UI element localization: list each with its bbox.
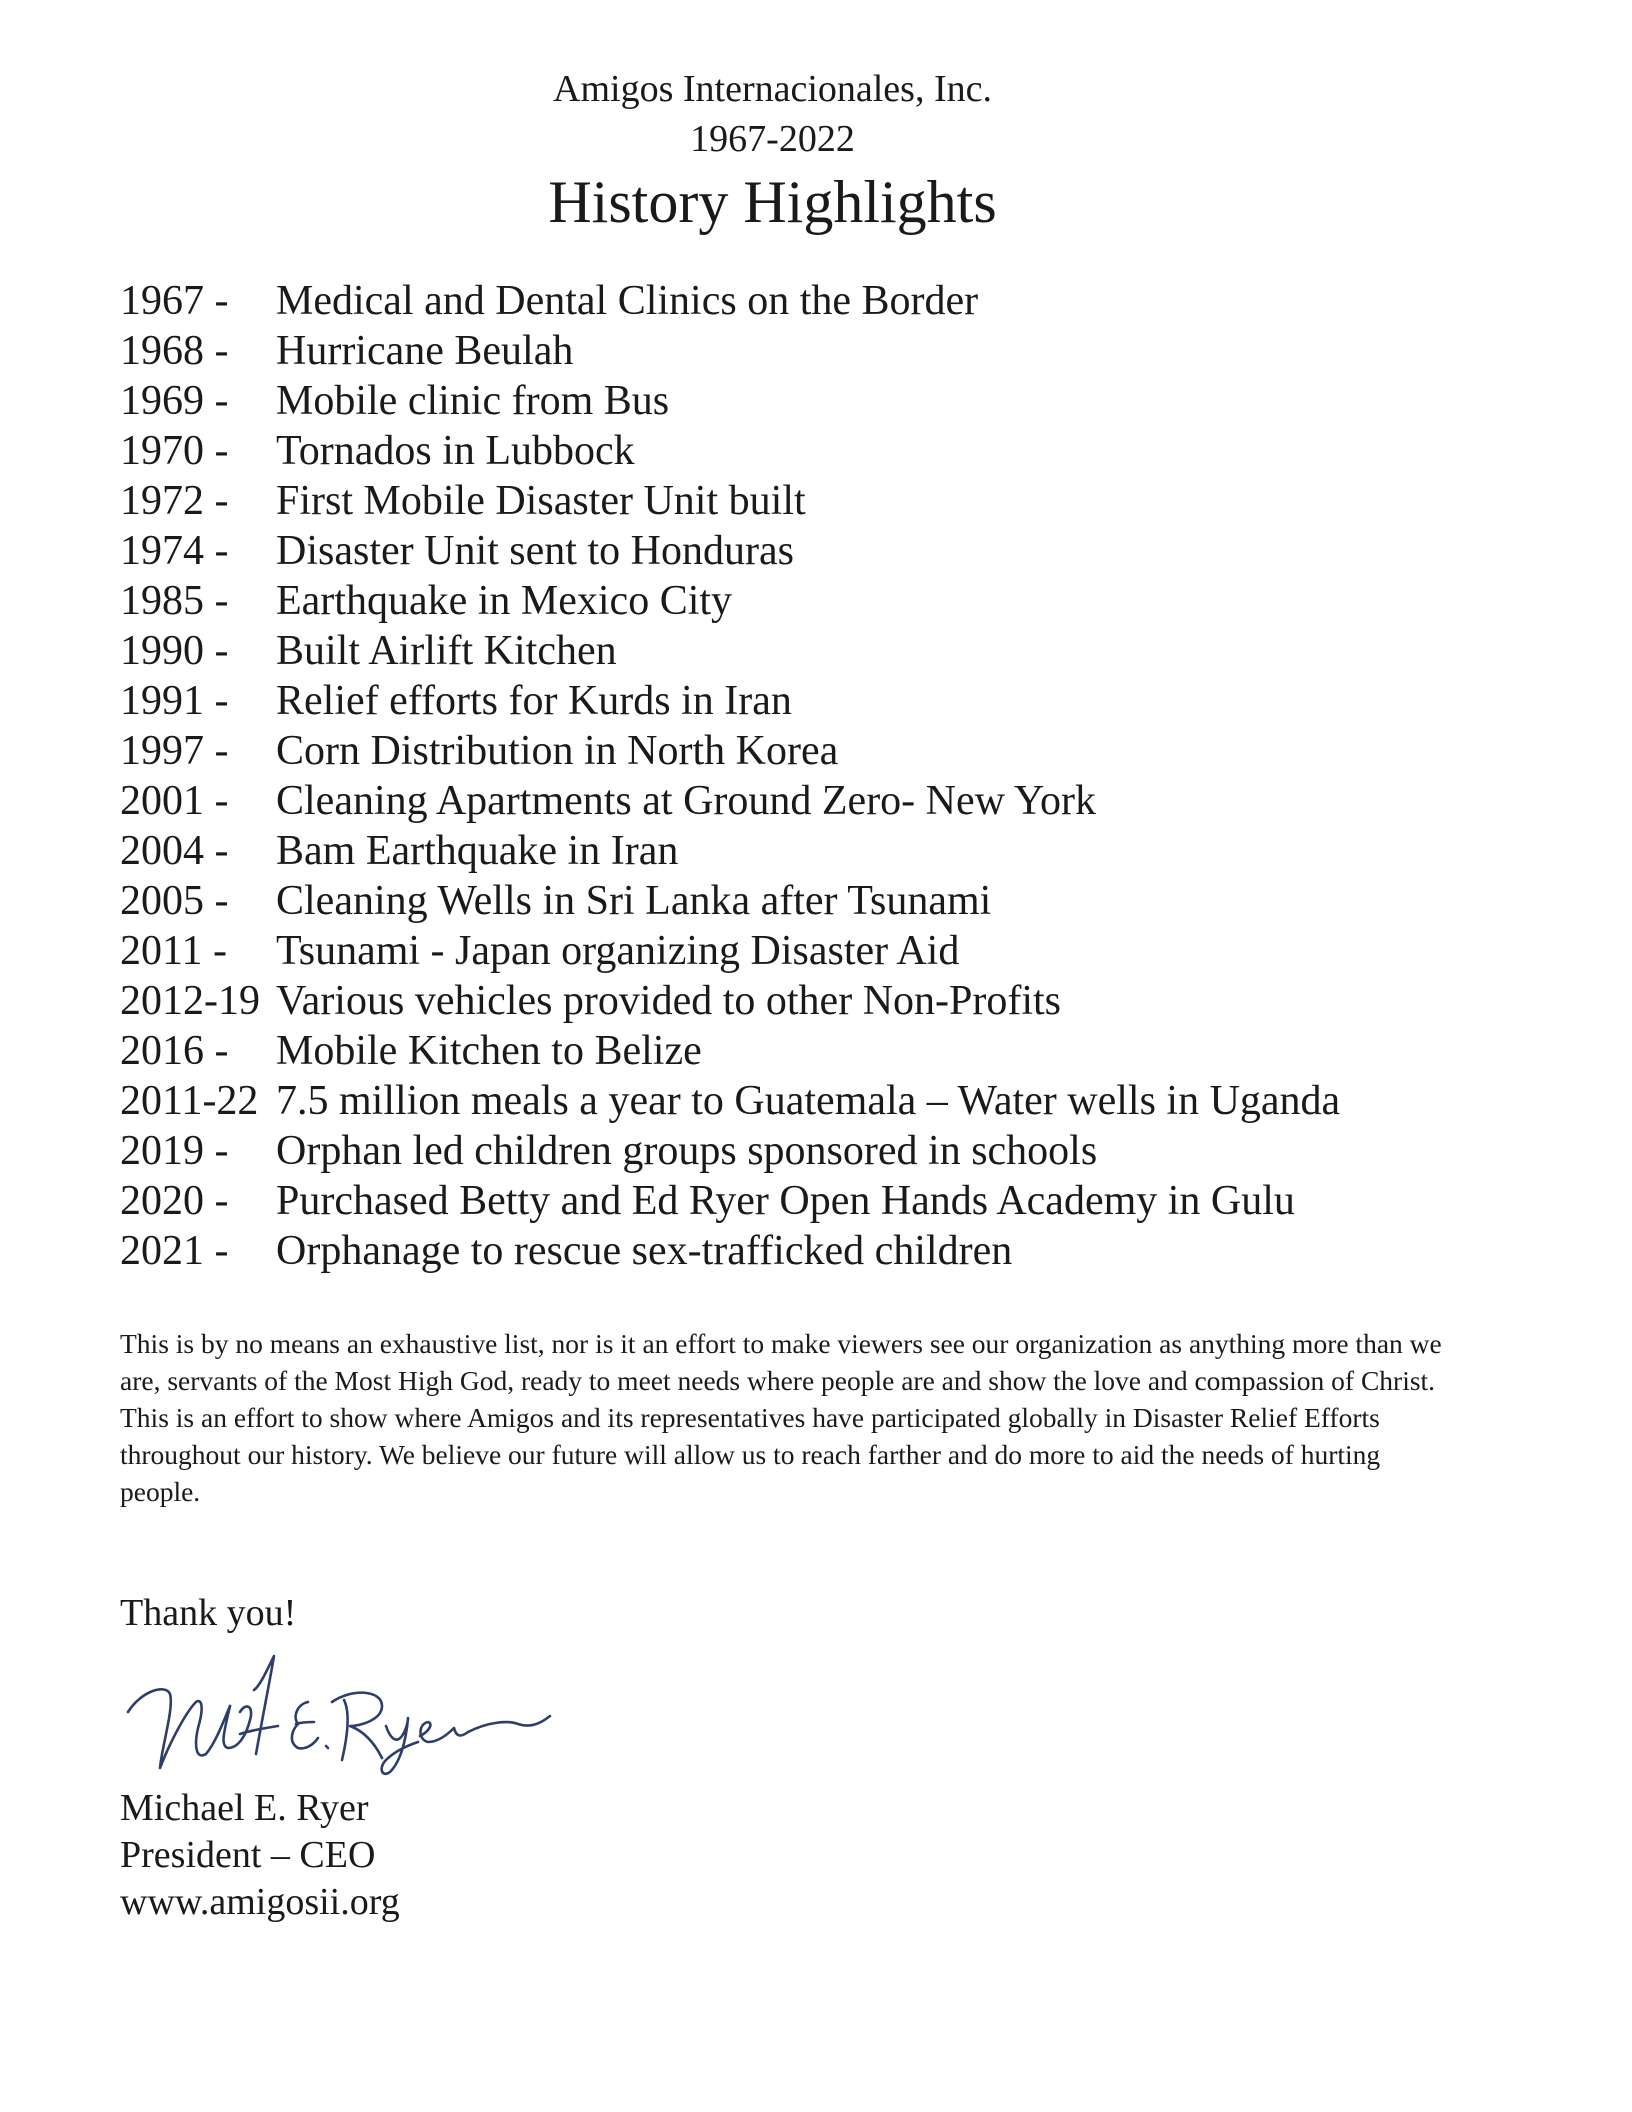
timeline-event: Earthquake in Mexico City bbox=[276, 578, 733, 624]
timeline-row bbox=[120, 376, 1560, 426]
timeline-event: Disaster Unit sent to Honduras bbox=[276, 528, 794, 574]
page-title: History Highlights bbox=[548, 169, 997, 235]
disclaimer-paragraph: This is by no means an exhaustive list, nor is it an effort to make viewers see our organization as anything more than we are, servants of the Most High God, ready to meet needs where people are and show the love and compassion of Christ. bbox=[120, 1328, 1442, 1396]
timeline-row bbox=[120, 1126, 1560, 1176]
timeline-year: 1970 - bbox=[120, 428, 229, 474]
timeline-row bbox=[120, 276, 1560, 326]
timeline-event: Cleaning Apartments at Ground Zero- New York bbox=[276, 778, 1097, 824]
timeline-row bbox=[120, 726, 1560, 776]
signer-block bbox=[120, 1785, 400, 1926]
timeline-event: Orphan led children groups sponsored in schools bbox=[276, 1128, 1098, 1174]
timeline-event: Cleaning Wells in Sri Lanka after Tsunami bbox=[276, 878, 992, 924]
timeline-year: 2021 - bbox=[120, 1228, 229, 1274]
timeline-row bbox=[120, 676, 1560, 726]
timeline-year: 2005 - bbox=[120, 878, 229, 924]
timeline-year: 1991 - bbox=[120, 678, 229, 724]
timeline-year: 1969 - bbox=[120, 378, 229, 424]
timeline-event: Bam Earthquake in Iran bbox=[276, 828, 679, 874]
signer-name: Michael E. Ryer bbox=[120, 1787, 369, 1829]
timeline-row bbox=[120, 776, 1560, 826]
timeline-row bbox=[120, 1026, 1560, 1076]
timeline-row bbox=[120, 876, 1560, 926]
timeline-row bbox=[120, 1226, 1560, 1276]
timeline-row bbox=[120, 1076, 1560, 1126]
timeline-row bbox=[120, 426, 1560, 476]
timeline-year: 1997 - bbox=[120, 728, 229, 774]
signature-image bbox=[120, 1650, 570, 1780]
organization-name: Amigos Internacionales, Inc. bbox=[553, 68, 992, 110]
timeline-event: Mobile clinic from Bus bbox=[276, 378, 670, 424]
signer-title: President – CEO bbox=[120, 1834, 376, 1876]
year-range: 1967-2022 bbox=[690, 118, 855, 160]
timeline-event: Tornados in Lubbock bbox=[276, 428, 635, 474]
website-link[interactable]: www.amigosii.org bbox=[120, 1881, 400, 1923]
timeline-year: 2011 - bbox=[120, 928, 227, 974]
timeline-event: 7.5 million meals a year to Guatemala – Water wells in Uganda bbox=[276, 1078, 1341, 1124]
timeline-row bbox=[120, 1176, 1560, 1226]
timeline-year: 2019 - bbox=[120, 1128, 229, 1174]
timeline-row bbox=[120, 926, 1560, 976]
timeline-year: 1968 - bbox=[120, 328, 229, 374]
timeline-row bbox=[120, 626, 1560, 676]
timeline-event: Hurricane Beulah bbox=[276, 328, 574, 374]
timeline-list bbox=[120, 276, 1560, 1276]
timeline-event: Mobile Kitchen to Belize bbox=[276, 1028, 702, 1074]
timeline-event: Purchased Betty and Ed Ryer Open Hands Academy in Gulu bbox=[276, 1178, 1295, 1224]
timeline-year: 2020 - bbox=[120, 1178, 229, 1224]
timeline-year: 1967 - bbox=[120, 278, 229, 324]
timeline-row bbox=[120, 526, 1560, 576]
timeline-row bbox=[120, 826, 1560, 876]
disclaimer bbox=[120, 1325, 1460, 1510]
timeline-year: 2001 - bbox=[120, 778, 229, 824]
timeline-row bbox=[120, 576, 1560, 626]
timeline-year: 1990 - bbox=[120, 628, 229, 674]
timeline-event: Relief efforts for Kurds in Iran bbox=[276, 678, 792, 724]
timeline-row bbox=[120, 976, 1560, 1026]
timeline-event: Tsunami - Japan organizing Disaster Aid bbox=[276, 928, 960, 974]
timeline-row bbox=[120, 326, 1560, 376]
timeline-year: 1985 - bbox=[120, 578, 229, 624]
timeline-row bbox=[120, 476, 1560, 526]
timeline-event: Built Airlift Kitchen bbox=[276, 628, 617, 674]
timeline-year: 2012-19 bbox=[120, 978, 260, 1024]
timeline-year: 2016 - bbox=[120, 1028, 229, 1074]
timeline-year: 1974 - bbox=[120, 528, 229, 574]
timeline-event: Various vehicles provided to other Non-Profits bbox=[276, 978, 1062, 1024]
timeline-year: 2004 - bbox=[120, 828, 229, 874]
thank-you-text: Thank you! bbox=[120, 1592, 297, 1634]
timeline-event: First Mobile Disaster Unit built bbox=[276, 478, 806, 524]
timeline-event: Medical and Dental Clinics on the Border bbox=[276, 278, 979, 324]
header bbox=[0, 64, 1545, 238]
timeline-event: Corn Distribution in North Korea bbox=[276, 728, 839, 774]
disclaimer-paragraph: This is an effort to show where Amigos and its representatives have participated globally in Disaster Relief Efforts throughout our history. We believe our future will allow us to reach farther and do more to aid the needs of hurting people. bbox=[120, 1402, 1381, 1507]
timeline-event: Orphanage to rescue sex-trafficked children bbox=[276, 1228, 1013, 1274]
timeline-year: 1972 - bbox=[120, 478, 229, 524]
timeline-year: 2011-22 bbox=[120, 1078, 259, 1124]
